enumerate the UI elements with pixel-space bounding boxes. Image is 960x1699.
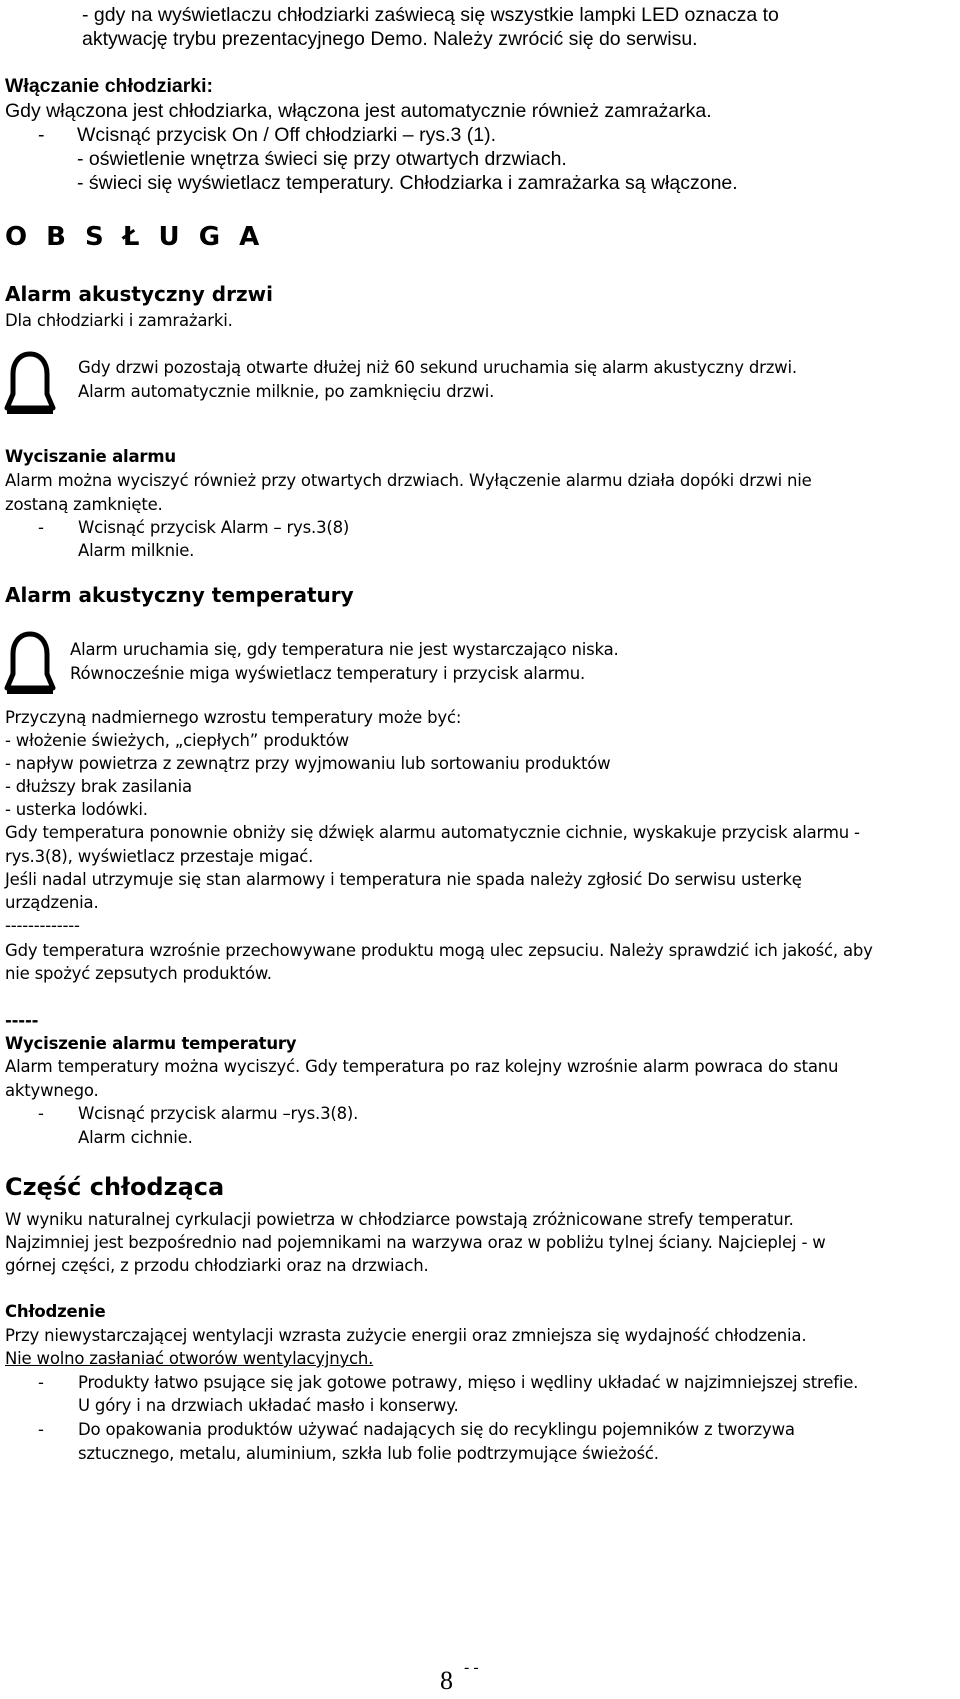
list-item: - oświetlenie wnętrza świeci się przy otwartych drzwiach. [77, 148, 567, 170]
paragraph-line: Najzimniej jest bezpośrednio nad pojemnikami na warzywa oraz w pobliżu tylnej ściany. Najcieplej - w [5, 1233, 826, 1252]
list-item: Wcisnąć przycisk alarmu –rys.3(8). [78, 1104, 359, 1123]
page-number-suffix: - - [464, 1659, 479, 1676]
list-item: Do opakowania produktów używać nadających się do recyklingu pojemników z tworzywa [78, 1420, 795, 1439]
paragraph-line: Dla chłodziarki i zamrażarki. [5, 311, 233, 330]
list-dash: - [38, 518, 44, 537]
list-item: - włożenie świeżych, „ciepłych” produktów [5, 731, 349, 750]
paragraph-line: Jeśli nadal utrzymuje się stan alarmowy i temperatura nie spada należy zgłosić Do serwisu usterkę [5, 870, 802, 889]
warning-line: Nie wolno zasłaniać otworów wentylacyjnych. [5, 1349, 374, 1368]
list-dash: - [38, 124, 45, 146]
list-item: Produkty łatwo psujące się jak gotowe potrawy, mięso i wędliny układać w najzimniejszej strefie. [78, 1373, 859, 1392]
temp-alarm-heading: Alarm akustyczny temperatury [5, 583, 354, 607]
list-item: - świeci się wyświetlacz temperatury. Chłodziarka i zamrażarka są włączone. [77, 172, 738, 194]
paragraph-line: Gdy drzwi pozostają otwarte dłużej niż 60 sekund uruchamia się alarm akustyczny drzwi. [78, 358, 797, 377]
list-item: Alarm cichnie. [78, 1128, 193, 1147]
paragraph-line: Przy niewystarczającej wentylacji wzrasta zużycie energii oraz zmniejsza się wydajność chłodzenia. [5, 1326, 807, 1345]
list-item: - usterka lodówki. [5, 800, 148, 819]
list-item: Wcisnąć przycisk On / Off chłodziarki – rys.3 (1). [77, 124, 496, 146]
paragraph-line: Gdy temperatura ponownie obniży się dźwięk alarmu automatycznie cichnie, wyskakuje przycisk alarmu - [5, 823, 860, 842]
list-dash: - [38, 1104, 44, 1123]
list-item: - dłuższy brak zasilania [5, 777, 192, 796]
paragraph-line: Alarm można wyciszyć również przy otwartych drzwiach. Wyłączenie alarmu działa dopóki drzwi nie [5, 471, 812, 490]
list-item: U góry i na drzwiach układać masło i konserwy. [78, 1396, 459, 1415]
paragraph-line: Gdy temperatura wzrośnie przechowywane produktu mogą ulec zepsuciu. Należy sprawdzić ich jakość, aby [5, 941, 873, 960]
paragraph-line: górnej części, z przodu chłodziarki oraz na drzwiach. [5, 1256, 429, 1275]
switch-on-heading: Włączanie chłodziarki: [5, 75, 214, 97]
paragraph-line: nie spożyć zepsutych produktów. [5, 964, 272, 983]
paragraph-line: Gdy włączona jest chłodziarka, włączona jest automatycznie również zamrażarka. [5, 100, 712, 122]
paragraph-line: Alarm temperatury można wyciszyć. Gdy temperatura po raz kolejny wzrośnie alarm powraca do stanu [5, 1057, 839, 1076]
paragraph-line: Alarm uruchamia się, gdy temperatura nie jest wystarczająco niska. [70, 640, 619, 659]
cooling-part-heading: Część chłodząca [5, 1173, 225, 1201]
separator: ----- [5, 1011, 39, 1030]
bell-icon [4, 630, 56, 698]
list-item: Alarm milknie. [78, 541, 195, 560]
list-item: sztucznego, metalu, aluminium, szkła lub folie podtrzymujące świeżość. [78, 1444, 659, 1463]
paragraph-line: Alarm automatycznie milknie, po zamknięciu drzwi. [78, 382, 495, 401]
intro-line: - gdy na wyświetlaczu chłodziarki zaświecą się wszystkie lampki LED oznacza to [82, 4, 779, 26]
intro-line: aktywację trybu prezentacyjnego Demo. Należy zwrócić się do serwisu. [82, 28, 698, 50]
list-item: Wcisnąć przycisk Alarm – rys.3(8) [78, 518, 350, 537]
section-title: O B S Ł U G A [5, 222, 265, 252]
paragraph-line: Przyczyną nadmiernego wzrostu temperatury może być: [5, 708, 462, 727]
paragraph-line: zostaną zamknięte. [5, 495, 163, 514]
separator: ------------- [5, 916, 80, 935]
paragraph-line: Równocześnie miga wyświetlacz temperatury i przycisk alarmu. [70, 664, 586, 683]
mute-temp-alarm-heading: Wyciszenie alarmu temperatury [5, 1034, 297, 1053]
paragraph-line: rys.3(8), wyświetlacz przestaje migać. [5, 847, 314, 866]
list-dash: - [38, 1420, 44, 1439]
mute-alarm-heading: Wyciszanie alarmu [5, 447, 176, 466]
bell-icon [4, 350, 56, 418]
list-item: - napływ powietrza z zewnątrz przy wyjmowaniu lub sortowaniu produktów [5, 754, 611, 773]
page-number: 8 [440, 1666, 453, 1695]
door-alarm-heading: Alarm akustyczny drzwi [5, 282, 273, 306]
paragraph-line: W wyniku naturalnej cyrkulacji powietrza w chłodziarce powstają zróżnicowane strefy temperatur. [5, 1210, 794, 1229]
list-dash: - [38, 1373, 44, 1392]
paragraph-line: urządzenia. [5, 893, 99, 912]
cooling-heading: Chłodzenie [5, 1302, 106, 1321]
paragraph-line: aktywnego. [5, 1081, 99, 1100]
